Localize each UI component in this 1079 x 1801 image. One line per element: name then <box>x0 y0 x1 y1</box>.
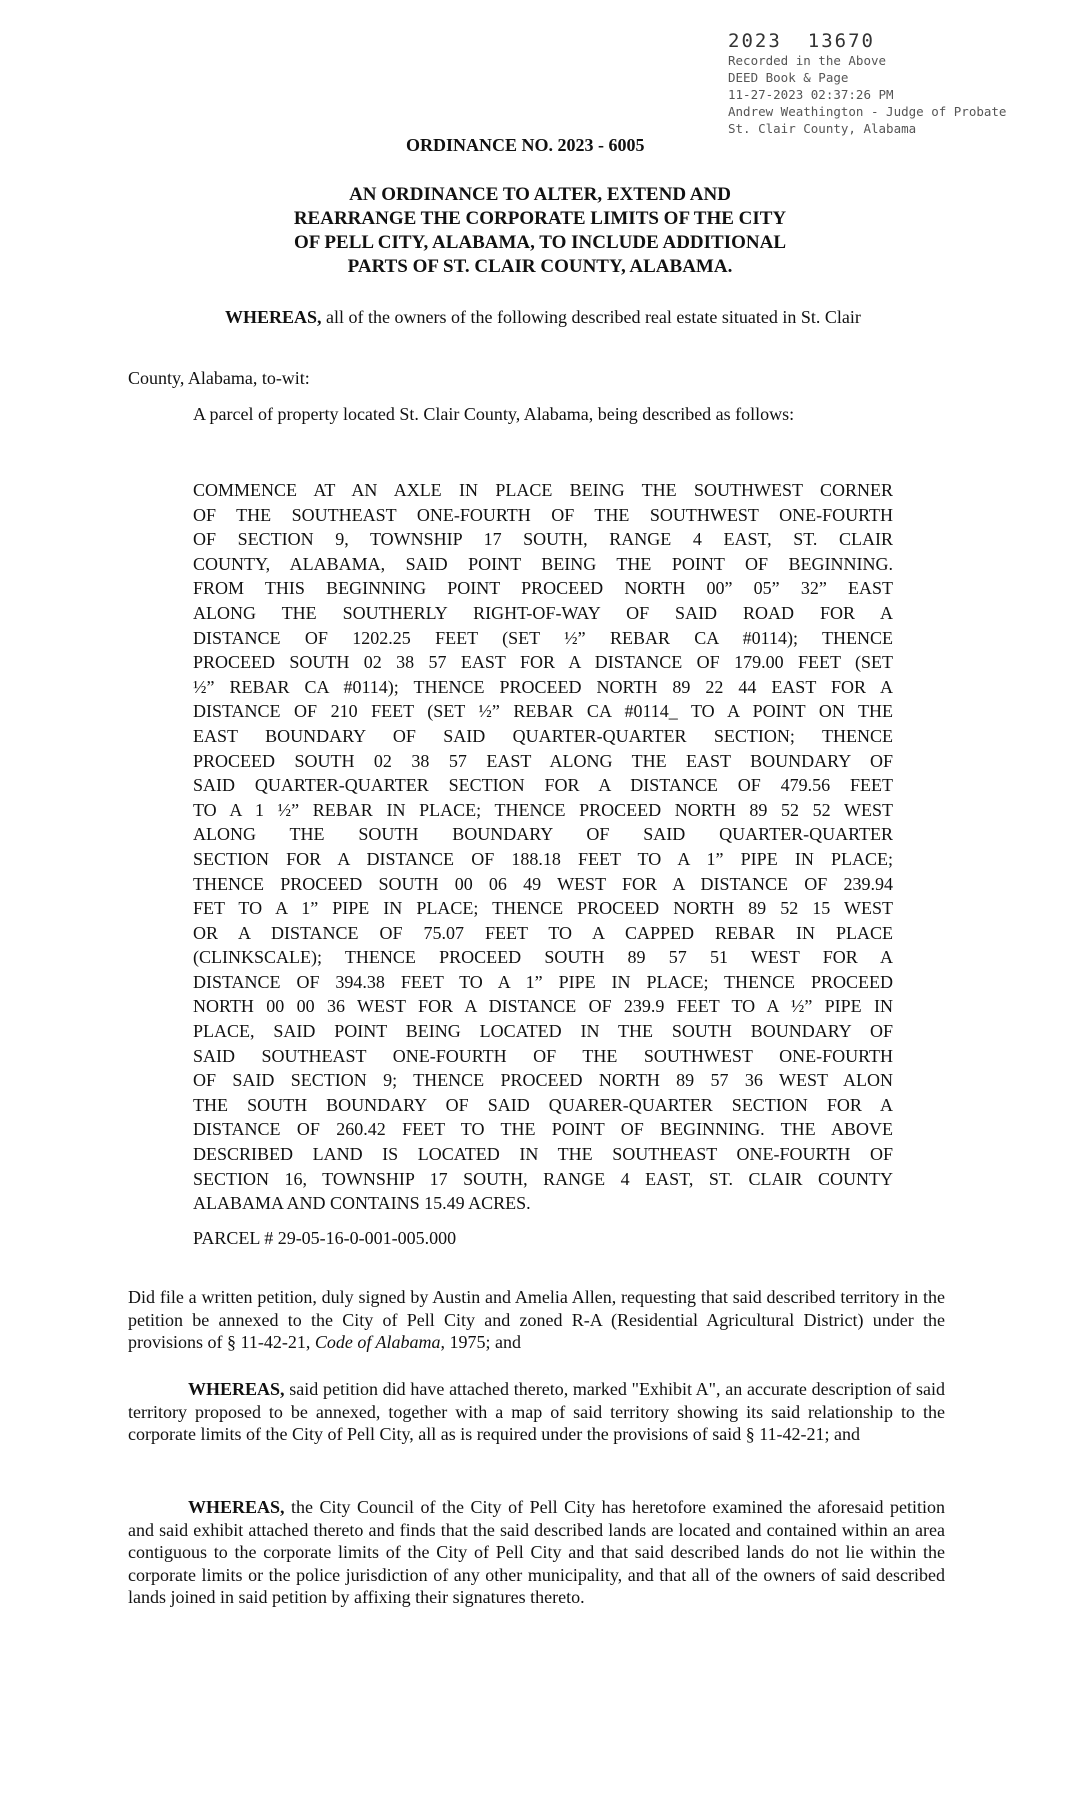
heading-line: PARTS OF ST. CLAIR COUNTY, ALABAMA. <box>347 256 733 277</box>
heading-line: OF PELL CITY, ALABAMA, TO INCLUDE ADDITIONAL <box>294 232 786 253</box>
legal-description-line: NORTH 00 00 36 WEST FOR A DISTANCE OF 239.9 FEET TO A ½” PIPE IN <box>193 996 893 1017</box>
legal-description-line: DISTANCE OF 394.38 FEET TO A 1” PIPE IN PLACE; THENCE PROCEED <box>193 971 893 992</box>
whereas-text: all of the owners of the following described real estate situated in St. Clair <box>321 307 861 327</box>
petition-text-end: , 1975; and <box>440 1332 521 1352</box>
whereas-text: said petition did have attached thereto, marked "Exhibit A", an accurate description of said territory proposed to be annexed, together with a map of said territory showing its said relationship to the corporate limits of the City of Pell City, all as is required under the provisions of said § 11-42-21; and <box>128 1379 945 1444</box>
legal-description-line: THE SOUTH BOUNDARY OF SAID QUARER-QUARTER SECTION FOR A <box>193 1094 893 1115</box>
ordinance-title: ORDINANCE NO. 2023 - 6005 <box>406 135 645 155</box>
legal-description-line: OR A DISTANCE OF 75.07 FEET TO A CAPPED REBAR IN PLACE <box>193 922 893 943</box>
legal-description-line: DESCRIBED LAND IS LOCATED IN THE SOUTHEAST ONE-FOURTH OF <box>193 1144 893 1165</box>
legal-description-line: ALABAMA AND CONTAINS 15.49 ACRES. <box>193 1193 531 1214</box>
recording-year: 2023 <box>728 30 782 52</box>
petition-text: Did file a written petition, duly signed by Austin and Amelia Allen, requesting that said described territory in the petition be annexed to the City of Pell City and zoned R-A (Residential Agricultural District) under the provisions of § 11-42-21, <box>128 1287 945 1352</box>
whereas-lead: WHEREAS, <box>188 1379 285 1399</box>
ordinance-heading <box>190 183 890 279</box>
legal-description-line: PROCEED SOUTH 02 38 57 EAST ALONG THE EAST BOUNDARY OF <box>193 750 893 771</box>
legal-description-line: ALONG THE SOUTH BOUNDARY OF SAID QUARTER-QUARTER <box>193 824 893 845</box>
legal-description-line: ½” REBAR CA #0114); THENCE PROCEED NORTH 89 22 44 EAST FOR A <box>193 676 893 697</box>
legal-description-line: OF SAID SECTION 9; THENCE PROCEED NORTH 89 57 36 WEST ALON <box>193 1070 893 1091</box>
legal-description-line: COMMENCE AT AN AXLE IN PLACE BEING THE SOUTHWEST CORNER <box>193 480 893 500</box>
legal-description-line: DISTANCE OF 210 FEET (SET ½” REBAR CA #0114_ TO A POINT ON THE <box>193 701 893 722</box>
whereas-paragraph-2 <box>128 1378 945 1446</box>
recording-line-5: St. Clair County, Alabama <box>728 121 917 136</box>
legal-description-line: SAID SOUTHEAST ONE-FOURTH OF THE SOUTHWEST ONE-FOURTH <box>193 1045 893 1066</box>
legal-description-line: PLACE, SAID POINT BEING LOCATED IN THE SOUTH BOUNDARY OF <box>193 1021 893 1042</box>
whereas-paragraph-1 <box>225 305 861 330</box>
legal-description-line: SECTION FOR A DISTANCE OF 188.18 FEET TO A 1” PIPE IN PLACE; <box>193 848 893 869</box>
legal-description-line: (CLINKSCALE); THENCE PROCEED SOUTH 89 57 51 WEST FOR A <box>193 947 893 968</box>
legal-description-line: TO A 1 ½” REBAR IN PLACE; THENCE PROCEED NORTH 89 52 52 WEST <box>193 799 893 820</box>
parcel-intro: A parcel of property located St. Clair County, Alabama, being described as follows: <box>193 404 795 424</box>
recording-line-1: Recorded in the Above <box>728 53 887 68</box>
whereas-lead: WHEREAS, <box>225 307 322 327</box>
recording-number <box>728 30 1073 52</box>
legal-description-line: OF SECTION 9, TOWNSHIP 17 SOUTH, RANGE 4 EAST, ST. CLAIR <box>193 529 893 550</box>
legal-description-line: DISTANCE OF 260.42 FEET TO THE POINT OF BEGINNING. THE ABOVE <box>193 1119 893 1140</box>
whereas-lead: WHEREAS, <box>188 1497 285 1517</box>
legal-description-line: FET TO A 1” PIPE IN PLACE; THENCE PROCEED NORTH 89 52 15 WEST <box>193 898 893 919</box>
whereas-paragraph-3 <box>128 1496 945 1609</box>
whereas-text: the City Council of the City of Pell City has heretofore examined the aforesaid petition and said exhibit attached thereto and finds that the said described lands are located and contained within an area contiguous to the corporate limits of the City of Pell City and that said described lands do not lie within the corporate limits or the police jurisdiction of any other municipality, and that all of the owners of said described lands joined in said petition by affixing their signatures thereto. <box>128 1497 945 1607</box>
legal-description-line: PROCEED SOUTH 02 38 57 EAST FOR A DISTANCE OF 179.00 FEET (SET <box>193 652 893 673</box>
legal-description-line: DISTANCE OF 1202.25 FEET (SET ½” REBAR CA #0114); THENCE <box>193 627 893 648</box>
legal-description <box>193 478 893 1216</box>
recording-line-4: Andrew Weathington - Judge of Probate <box>728 104 1007 119</box>
recording-line-3: 11-27-2023 02:37:26 PM <box>728 87 894 102</box>
recording-line-2: DEED Book & Page <box>728 70 849 85</box>
legal-description-line: ALONG THE SOUTHERLY RIGHT-OF-WAY OF SAID ROAD FOR A <box>193 602 893 623</box>
legal-description-line: THENCE PROCEED SOUTH 00 06 49 WEST FOR A DISTANCE OF 239.94 <box>193 873 893 894</box>
code-citation: Code of Alabama <box>314 1332 441 1352</box>
legal-description-line: COUNTY, ALABAMA, SAID POINT BEING THE POINT OF BEGINNING. <box>193 553 893 574</box>
heading-line: REARRANGE THE CORPORATE LIMITS OF THE CITY <box>293 208 787 229</box>
heading-line: AN ORDINANCE TO ALTER, EXTEND AND <box>349 184 731 205</box>
parcel-number: PARCEL # 29-05-16-0-001-005.000 <box>193 1228 457 1248</box>
legal-description-line: SAID QUARTER-QUARTER SECTION FOR A DISTANCE OF 479.56 FEET <box>193 775 893 796</box>
county-line: County, Alabama, to-wit: <box>128 368 310 388</box>
legal-description-line: FROM THIS BEGINNING POINT PROCEED NORTH 00” 05” 32” EAST <box>193 578 893 599</box>
legal-description-line: EAST BOUNDARY OF SAID QUARTER-QUARTER SECTION; THENCE <box>193 725 893 746</box>
recording-instrument-number: 13670 <box>807 30 875 52</box>
legal-description-line: OF THE SOUTHEAST ONE-FOURTH OF THE SOUTHWEST ONE-FOURTH <box>193 504 893 525</box>
legal-description-line: SECTION 16, TOWNSHIP 17 SOUTH, RANGE 4 EAST, ST. CLAIR COUNTY <box>193 1168 893 1189</box>
recording-stamp <box>728 30 1073 137</box>
petition-paragraph <box>128 1286 945 1354</box>
